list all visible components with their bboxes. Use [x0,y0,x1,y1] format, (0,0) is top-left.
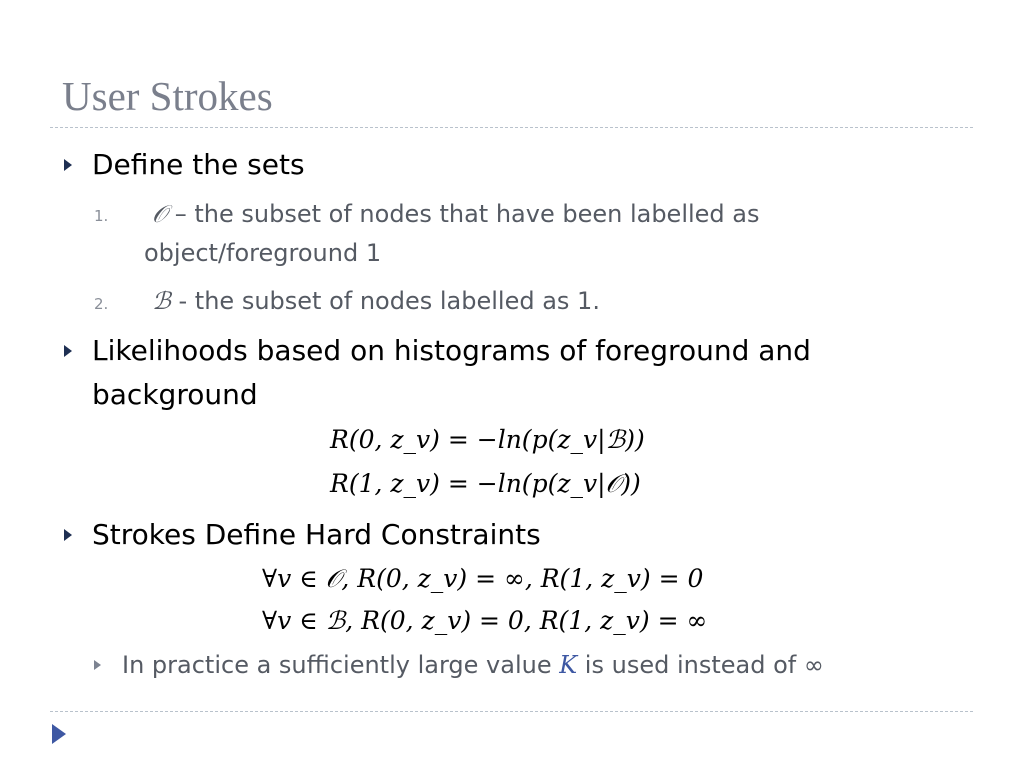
object-set-symbol: 𝒪 [152,200,168,228]
practice-text-2: is used instead of ∞ [577,651,824,679]
equation-constraint-object [262,561,703,597]
equation-c1-text: ∀v ∈ 𝒪, R(0, z_v) = ∞, R(1, z_v) = 0 [262,564,704,593]
list-item-1-text: – the subset of nodes that have been labelled as [174,200,760,228]
list-item-2-text: - the subset of nodes labelled as 1. [178,287,600,315]
bullet-arrow-icon [64,529,72,541]
list-item-1-continuation: object/foreground 1 [144,239,382,267]
bullet-strokes-define: Strokes Define Hard Constraints [92,518,541,551]
equation-r0-text: R(0, z_v) = −ln(p(z_v|ℬ)) [330,425,645,454]
bullet-arrow-icon [64,345,72,357]
sub-bullet-practice [122,646,824,684]
background-set-symbol: ℬ [152,287,171,315]
list-number-1: 1. [94,207,109,225]
list-item-2 [152,282,600,320]
slide-title: User Strokes [62,73,273,119]
equation-constraint-background [262,603,707,639]
bullet-define-sets: Define the sets [92,148,305,181]
equation-r0 [330,422,645,458]
next-slide-arrow-icon[interactable] [52,724,66,744]
top-divider [50,127,973,128]
practice-K-symbol: K [559,651,578,679]
equation-r1 [330,466,641,502]
bullet-likelihoods: Likelihoods based on histograms of foreground and [92,334,811,367]
sub-bullet-arrow-icon [94,660,101,670]
equation-r1-text: R(1, z_v) = −ln(p(z_v|𝒪)) [330,469,641,498]
practice-text-1: In practice a sufficiently large value [122,651,560,679]
bullet-arrow-icon [64,159,72,171]
equation-c2-text: ∀v ∈ ℬ, R(0, z_v) = 0, R(1, z_v) = ∞ [262,606,708,635]
bottom-divider [50,711,973,712]
bullet-likelihoods-continuation: background [92,378,258,411]
list-item-1 [152,195,760,233]
list-number-2: 2. [94,295,109,313]
